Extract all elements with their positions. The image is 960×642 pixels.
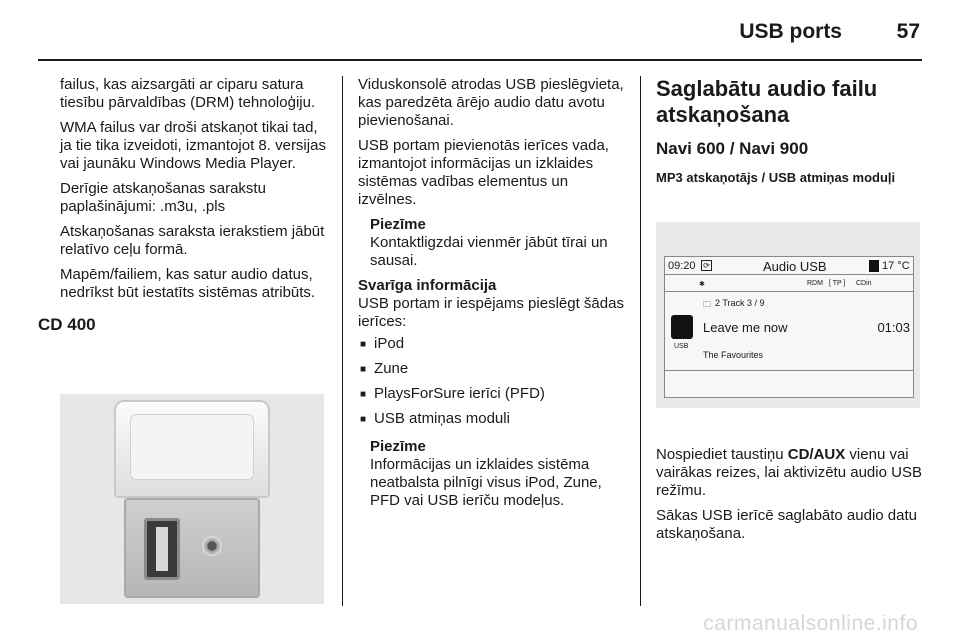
- page-header: [0, 0, 960, 62]
- folder-icon: 🗀: [703, 300, 711, 309]
- page-number: 57: [896, 20, 920, 43]
- paragraph-playlist-ext: Derīgie atskaņošanas sarakstu paplašinājumi: .m3u, .pls: [60, 180, 266, 215]
- column-3-lower: [656, 446, 926, 550]
- watermark: carmanualsonline.info: [703, 612, 918, 635]
- paragraph-playback-starts: Sākas USB ierīcē saglabāto audio datu atskaņošana.: [656, 507, 917, 542]
- important-text: USB portam ir iespējams pieslēgt šādas ierīces:: [358, 295, 624, 330]
- elapsed-time: 01:03: [877, 320, 910, 335]
- sync-icon: ⟳: [701, 260, 712, 271]
- navi-screen-figure: [656, 222, 920, 408]
- usb-port-photo: [60, 394, 324, 604]
- usb-socket-icon: [144, 518, 180, 580]
- paragraph-usb-location: Viduskonsolē atrodas USB pieslēgvieta, kas paredzēta ārējo audio datu avotu pievienošanai.: [358, 76, 624, 129]
- paragraph-press-button: [656, 446, 926, 500]
- rdm-indicator: RDM: [807, 280, 823, 287]
- note-block-2: [370, 438, 624, 510]
- list-item: ■ Zune: [360, 360, 624, 380]
- device-list: [360, 335, 624, 430]
- song-title: Leave me now: [703, 320, 788, 335]
- screen-status-bar: [665, 257, 913, 275]
- section-heading-cd400: CD 400: [38, 315, 96, 334]
- paragraph-drm: failus, kas aizsargāti ar ciparu satura tiesību pārvaldības (DRM) tehnoloģiju.: [60, 76, 316, 111]
- note-text: Informācijas un izklaides sistēma neatbalsta pilnīgi visus iPod, Zune, PFD vai USB ierīču modeļus.: [370, 456, 602, 509]
- column-1: [38, 76, 328, 334]
- bluetooth-icon: ✱: [699, 281, 705, 288]
- header-rule: [38, 59, 922, 61]
- audio-usb-screen: [664, 256, 914, 398]
- usb-source-label: USB: [674, 343, 689, 350]
- note-heading: Piezīme: [370, 438, 426, 455]
- page-title: USB ports: [739, 20, 842, 43]
- list-item: ■ iPod: [360, 335, 624, 355]
- thermometer-icon: [869, 260, 879, 272]
- paragraph-relative-paths: Atskaņošanas saraksta ierakstiem jābūt relatīvo ceļu formā.: [60, 223, 325, 258]
- temperature: 17 °C: [882, 260, 910, 272]
- note-text: Kontaktligzdai vienmēr jābūt tīrai un sausai.: [370, 234, 608, 269]
- subsection-title: Navi 600 / Navi 900: [656, 139, 809, 158]
- screen-indicator-bar: [665, 276, 913, 292]
- column-3: [656, 76, 926, 196]
- paragraph-system-attr: Mapēm/failiem, kas satur audio datus, nedrīkst būt iestatīts sistēmas atribūts.: [60, 266, 316, 301]
- button-name: CD/AUX: [787, 446, 846, 463]
- clock: 09:20: [668, 260, 696, 272]
- sub-subsection-title: MP3 atskaņotājs / USB atmiņas moduļi: [656, 170, 896, 185]
- console-tray: [124, 498, 260, 598]
- now-playing-panel: [665, 293, 913, 371]
- cdin-indicator: CDin: [856, 280, 872, 287]
- aux-jack-icon: [202, 536, 222, 556]
- text-span: vienu vai vairākas reizes, lai aktivizētu audio USB režīmu.: [656, 446, 922, 499]
- paragraph-wma: WMA failus var droši atskaņot tikai tad, ja tie tika izveidoti, izmantojot 8. versijas vai jaunāku Windows Media Player.: [60, 119, 326, 172]
- note-block-1: [370, 216, 624, 270]
- list-item: ■ USB atmiņas moduli: [360, 410, 624, 430]
- section-title: Saglabātu audio failu atskaņošana: [656, 76, 878, 127]
- important-heading: Svarīga informācija: [358, 277, 497, 294]
- tp-indicator: [ TP ]: [829, 280, 846, 287]
- text-span: Nospiediet taustiņu: [656, 446, 788, 463]
- column-divider-2: [640, 76, 641, 606]
- list-item: ■ PlaysForSure ierīci (PFD): [360, 385, 624, 405]
- track-info: 2 Track 3 / 9: [715, 298, 765, 308]
- usb-device-icon: [671, 315, 693, 339]
- column-divider-1: [342, 76, 343, 606]
- console-lid: [114, 400, 270, 498]
- artist-name: The Favourites: [703, 350, 764, 360]
- screen-title: Audio USB: [763, 259, 827, 274]
- paragraph-usb-control: USB portam pievienotās ierīces vada, izmantojot informācijas un izklaides sistēmas vadības elementus un izvēlnes.: [358, 137, 609, 208]
- column-2: [358, 76, 624, 517]
- note-heading: Piezīme: [370, 216, 426, 233]
